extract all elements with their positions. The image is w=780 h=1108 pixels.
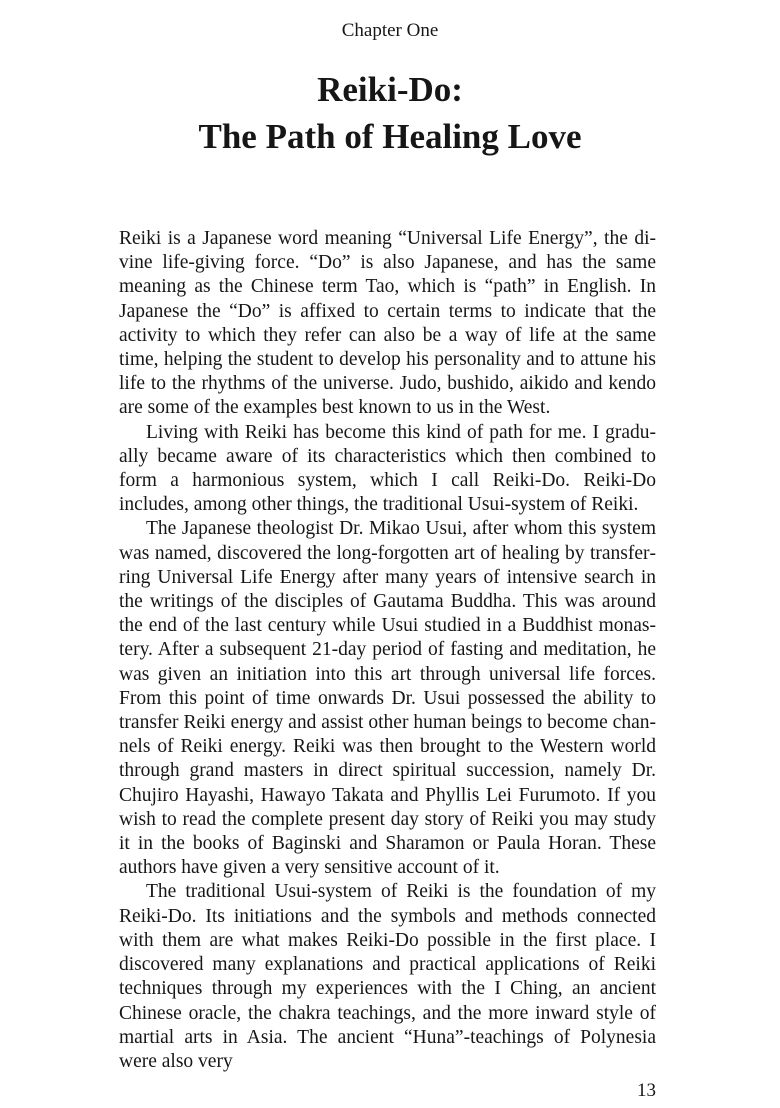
paragraph: The traditional Usui-system of Reiki is the foundation of my Reiki-Do. Its initiations and the symbols and methods connected with them are what makes Reiki-Do possible in the first place. I discovered many explanations and practical applications of Reiki techniques through my experiences with the I Ching, an ancient Chinese oracle, the chakra teachings, and the more inward style of martial arts in Asia. The ancient “Huna”-teachings of Polynesia were also very: [119, 881, 656, 1072]
paragraph: Reiki is a Japanese word meaning “Universal Life Energy”, the divine life-giving force. “Do” is also Japanese, and has the same meaning as the Chinese term Tao, which is “path” in English. In Japanese the “Do” is affixed to certain terms to indicate that the activity to which they refer can also be a way of life at the same time, helping the student to develop his personality and to attune his life to the rhythms of the universe. Judo, bushido, aikido and kendo are some of the examples best known to us in the West.: [119, 228, 656, 419]
chapter-title: [0, 66, 780, 160]
chapter-title-line-2: The Path of Healing Love: [198, 117, 582, 156]
paragraph: Living with Reiki has become this kind of path for me. I gradually became aware of its characteristics which then combined to form a harmonious system, which I call Reiki-Do. Reiki-Do includes, among other things, the traditional Usui-system of Reiki.: [119, 421, 656, 516]
paragraph: The Japanese theologist Dr. Mikao Usui, after whom this system was named, discovered the long-forgotten art of healing by transferring Universal Life Energy after many years of intensive search in the writings of the disciples of Gautama Buddha. This was around the end of the last century while Usui studied in a Buddhist monastery. After a subsequent 21-day period of fasting and meditation, he was given an initiation into this art through universal life forces. From this point of time onwards Dr. Usui possessed the ability to transfer Reiki energy and assist other human beings to become channels of Reiki energy. Reiki was then brought to the Western world through grand masters in direct spiritual succession, namely Dr. Chujiro Hayashi, Hawayo Takata and Phyllis Lei Furumoto. If you wish to read the complete present day story of Reiki you may study it in the books of Baginski and Sharamon or Paula Horan. These authors have given a very sensitive account of it.: [119, 518, 656, 879]
chapter-title-line-1: Reiki-Do:: [317, 70, 463, 109]
chapter-label: Chapter One: [341, 20, 439, 41]
body-text: [119, 227, 656, 1074]
page-number: 13: [637, 1080, 656, 1101]
